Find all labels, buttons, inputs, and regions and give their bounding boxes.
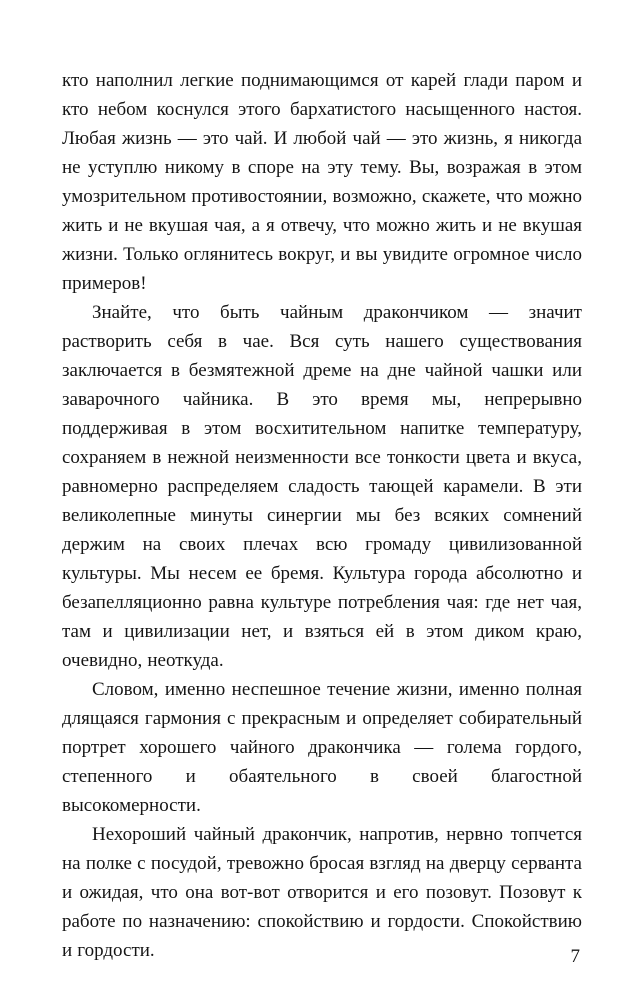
paragraph: Знайте, что быть чайным дракончиком — значит растворить себя в чае. Вся суть нашего существования заключается в безмятежной дреме на дне чайной чашки или заварочного чайника. В это время мы, непрерывно поддерживая в этом восхитительном напитке температуру, сохраняем в нежной неизменности все тонкости цвета и вкуса, равномерно распределяем сладость тающей карамели. В эти великолепные минуты синергии мы без всяких сомнений держим на своих плечах всю громаду цивилизованной культуры. Мы несем ее бремя. Культура города абсолютно и безапелляционно равна культуре потребления чая: где нет чая, там и цивилизации нет, и взяться ей в этом диком краю, очевидно, неоткуда. (62, 302, 582, 671)
text-block (62, 66, 582, 965)
paragraph: Нехороший чайный дракончик, напротив, нервно топчется на полке с посудой, тревожно бросая взгляд на дверцу серванта и ожидая, что она вот-вот отворится и его позовут. Позовут к работе по назначению: спокойствию и гордости. Спокойствию и гордости. (62, 824, 582, 961)
paragraph: Словом, именно неспешное течение жизни, именно полная длящаяся гармония с прекрасным и определяет собирательный портрет хорошего чайного дракончика — голема гордого, степенного и обаятельного в своей благостной высокомерности. (62, 679, 582, 816)
page-number: 7 (570, 946, 580, 967)
paragraph: кто наполнил легкие поднимающимся от карей глади паром и кто небом коснулся этого бархатистого насыщенного настоя. Любая жизнь — это чай. И любой чай — это жизнь, я никогда не уступлю никому в споре на эту тему. Вы, возражая в этом умозрительном противостоянии, возможно, скажете, что можно жить и не вкушая чая, а я отвечу, что можно жить и не вкушая жизни. Только оглянитесь вокруг, и вы увидите огромное число примеров! (62, 70, 582, 294)
